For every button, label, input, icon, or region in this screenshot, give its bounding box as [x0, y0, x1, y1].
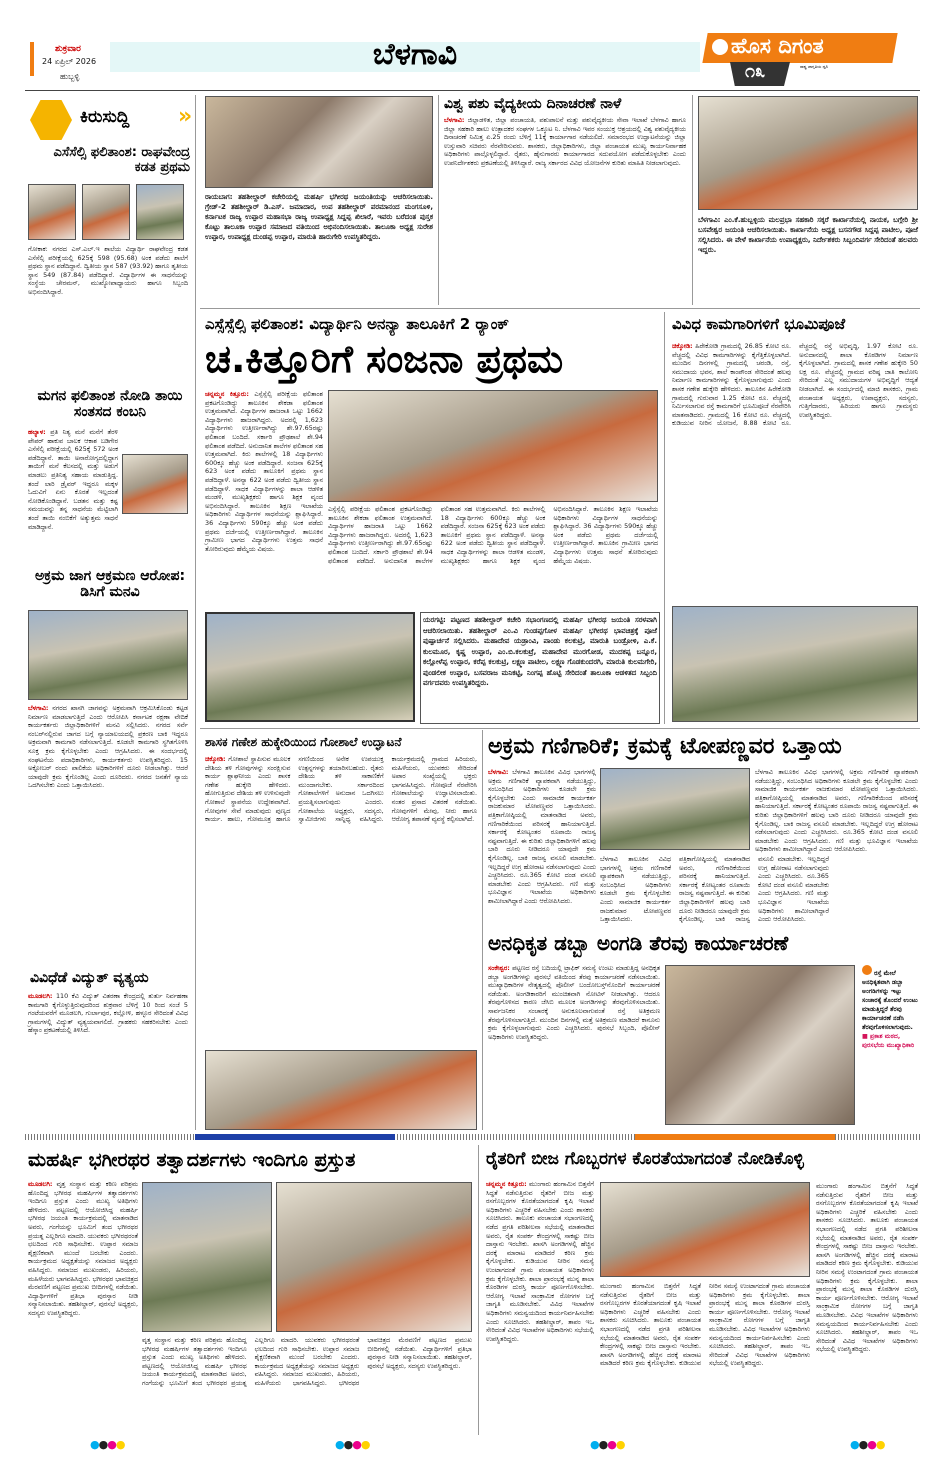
headline: ಎಸೆಸೆಲ್ಸಿ ಫಲಿತಾಂಶ: ರಾಘವೇಂದ್ರ ಕಡತ ಪ್ರಥಮ [53, 145, 190, 175]
headline: ಅಕ್ರಮ ಜಾಗ ಆಕ್ರಮಣ ಆರೋಪ: ಡಿಸಿಗೆ ಮನವಿ [34, 568, 186, 601]
column-divider [482, 730, 483, 1130]
article-body [444, 116, 686, 302]
body-text: ಪ್ರತಿ ನಿತ್ಯ ಮನೆ ಮನೆಗೆ ತೆರಳಿ ಪೇಪರ್ ಹಾಕುವ ಬಾಲಕ ಆಕಾಶ ಬಡಿಗೇರ ಎಸೆಸೆಲ್ಸಿ ಪರೀಕ್ಷೆಯಲ್ಲಿ 625ಕ್ಕೆ 572 ಅಂಕ ಪಡೆದಿದ್ದಾನೆ. ತಾಯಿ ಅನಾರೋಗ್ಯದಲ್ಲಿದ್ದಾಗ ತಾಯಿಗೆ ಮನೆ ಕೆಲಸದಲ್ಲಿ ಮತ್ತು ಅಡುಗೆ ಮಾಡಲು ಪ್ರತಿನಿತ್ಯ ಸಹಾಯ ಮಾಡುತ್ತಿದ್ದ. ತಂದೆ ಲಾರಿ ಡ್ರೈವರ್ ಇದ್ದರೂ ಮಕ್ಕಳ ಓದುವಿಗೆ ಏನು ಕೊರತೆ ಇಲ್ಲದಂತೆ ನೋಡಿಕೊಂಡಿದ್ದಾನೆ. ಬಡತನ ಮತ್ತು ಕಷ್ಟ ಸಮಯವನ್ನು ತನ್ನ ಸಾಧನೆಯ ಮೆಟ್ಟಿಲಾಗಿ ತಂದೆ ತಾಯಿ ನಂಬಿಕೆಗೆ ಅತ್ಯುತ್ತಮ ಸಾಧನೆ ಮಾಡಿದ್ದಾನೆ. [28, 428, 118, 531]
column-divider [478, 1145, 479, 1435]
toppers-photo [328, 390, 658, 502]
article-body-cont: ಎಸ್ಸೆಸ್ಸೆಲ್ಸಿ ಪರೀಕ್ಷೆಯ ಫಲಿತಾಂಶ ಪ್ರಕಟಗೊಂಡಿದ್ದು ತಾಲೂಕಿನ ಶೇಕಡಾ ಫಲಿತಾಂಶ ಉತ್ತಮವಾಗಿದೆ. ವಿದ್ಯಾರ್ಥಿಗಳ ಹಾಜರಾತಿ ಒಟ್ಟು 1662 ವಿದ್ಯಾರ್ಥಿಗಳು ಹಾಜರಾಗಿದ್ದರು. ಅದರಲ್ಲಿ 1,623 ವಿದ್ಯಾರ್ಥಿಗಳು ಉತ್ತೀರ್ಣರಾಗಿದ್ದು ಶೇ.97.65ರಷ್ಟು ಫಲಿತಾಂಶ ಬಂದಿದೆ. ಸರ್ಕಾರಿ ಪ್ರೌಢಶಾಲೆ ಶೇ.94 ಫಲಿತಾಂಶ ಪಡೆದಿದೆ. ಅನುದಾನಿತ ಶಾಲೆಗಳ ಫಲಿತಾಂಶ ಸಹ ಉತ್ತಮವಾಗಿದೆ. ಕಿರು ಶಾಲೆಗಳಲ್ಲಿ 18 ವಿದ್ಯಾರ್ಥಿಗಳು 600ಕ್ಕೂ ಹೆಚ್ಚು ಅಂಕ ಪಡೆದಿದ್ದಾರೆ. ಸಂಜನಾ 625ಕ್ಕೆ 623 ಅಂಕ ಪಡೆದು ತಾಲೂಕಿಗೆ ಪ್ರಥಮ ಸ್ಥಾನ ಪಡೆದಿದ್ದಾಳೆ. ಅನನ್ಯಾ 622 ಅಂಕ ಪಡೆದು ದ್ವಿತೀಯ ಸ್ಥಾನ ಪಡೆದಿದ್ದಾಳೆ. ಸಾಧಕ ವಿದ್ಯಾರ್ಥಿಗಳನ್ನು ಶಾಲಾ ಆಡಳಿತ ಮಂಡಳಿ, ಮುಖ್ಯಶಿಕ್ಷಕರು ಹಾಗೂ ಶಿಕ್ಷಕ ವೃಂದ ಅಭಿನಂದಿಸಿದ್ದಾರೆ. ತಾಲೂಕಿನ ಶಿಕ್ಷಣ ಇಲಾಖೆಯ ಅಧಿಕಾರಿಗಳು ವಿದ್ಯಾರ್ಥಿಗಳ ಸಾಧನೆಯನ್ನು ಶ್ಲಾಘಿಸಿದ್ದಾರೆ. 36 ವಿದ್ಯಾರ್ಥಿಗಳು 590ಕ್ಕೂ ಹೆಚ್ಚು ಅಂಕ ಪಡೆದು ಪ್ರಥಮ ದರ್ಜೆಯಲ್ಲಿ ಉತ್ತೀರ್ಣರಾಗಿದ್ದಾರೆ. ತಾಲೂಕಿನ ಗ್ರಾಮೀಣ ಭಾಗದ ವಿದ್ಯಾರ್ಥಿಗಳು ಉತ್ತಮ ಸಾಧನೆ ತೋರಿರುವುದು ಹೆಮ್ಮೆಯ ವಿಷಯ. [328, 505, 658, 565]
header-accent-bar [30, 42, 34, 76]
header-day: ಶುಕ್ರವಾರ [55, 44, 81, 54]
dateline: ಬೆಳಗಾವಿ: [444, 116, 465, 124]
body-text: ಗೋಶಾಲೆ ಸ್ಥಾಪಿಸುವ ಮೂಲಕ ದೇಶಿಯ ತಳಿ ಗೋವುಗಳನ್ನು ಸಂರಕ್ಷಿಸುವ ಕಾರ್ಯ ಶ್ಲಾಘನೀಯ ಎಂದು ಶಾಸಕ ಗಣೇಶ ಹುಕ್ಕೇರಿ ಹೇಳಿದರು. ಹೋಗುತ್ತಿರುವ ದೇಶಿಯ ತಳಿ ಉಳಿಸುವುದೇ ಗೋಶಾಲೆ ಸ್ಥಾಪನೆಯ ಉದ್ದೇಶವಾಗಿದೆ. ಗೋವುಗಳ ಸೇವೆ ಮಾಡುವುದು ಪುಣ್ಯದ ಕಾರ್ಯ. ಹಾಲು, ಗೋಮೂತ್ರ ಹಾಗೂ ಸಗಣಿಯಿಂದ ಅನೇಕ ಉಪಯುಕ್ತ ಉತ್ಪನ್ನಗಳನ್ನು ತಯಾರಿಸಬಹುದು. ರೈತರು ದೇಶಿಯ ತಳಿ ಸಾಕಾಣಿಕೆಗೆ ಮುಂದಾಗಬೇಕು. ಸರ್ಕಾರದಿಂದ ಗೋಶಾಲೆಗಳಿಗೆ ಅನುದಾನ ಒದಗಿಸಲು ಪ್ರಯತ್ನಿಸಲಾಗುವುದು ಎಂದರು. ಗೋಶಾಲೆಯ ಅಧ್ಯಕ್ಷರು, ಸದಸ್ಯರು, ಸ್ವಾಮೀಜಿಗಳು ಸಾನ್ನಿಧ್ಯ ವಹಿಸಿದ್ದರು. ಕಾರ್ಯಕ್ರಮದಲ್ಲಿ ಗ್ರಾಮದ ಹಿರಿಯರು, ಮಹಿಳೆಯರು, ಯುವಕರು ಸೇರಿದಂತೆ ಅಪಾರ ಸಂಖ್ಯೆಯಲ್ಲಿ ಭಕ್ತರು ಭಾಗವಹಿಸಿದ್ದರು. ಗೋಪೂಜೆ ನೆರವೇರಿಸಿ ಗೋಶಾಲೆಯನ್ನು ಉದ್ಘಾಟಿಸಲಾಯಿತು. ನಂತರ ಪ್ರಸಾದ ವಿತರಣೆ ನಡೆಯಿತು. ಗೋವುಗಳಿಗೆ ಮೇವು, ನೀರು ಹಾಗೂ ಆರೋಗ್ಯ ತಪಾಸಣೆ ವ್ಯವಸ್ಥೆ ಕಲ್ಪಿಸಲಾಗಿದೆ. [205, 755, 477, 824]
protest-photo [28, 610, 188, 700]
body-text: ಬೆಳಗಾವಿ ತಾಲೂಕಿನ ವಿವಿಧ ಭಾಗಗಳಲ್ಲಿ ಅಕ್ರಮ ಗಣಿಗಾರಿಕೆ ವ್ಯಾಪಕವಾಗಿ ನಡೆಯುತ್ತಿದ್ದು, ಸಂಬಂಧಿಸಿದ ಅಧಿಕಾರಿಗಳು ಕೂಡಲೇ ಕ್ರಮ ಕೈಗೊಳ್ಳಬೇಕು ಎಂದು ಸಾಮಾಜಿಕ ಕಾರ್ಯಕರ್ತ ರಾಜಕುಮಾರ ಟೋಪಣ್ಣವರ ಒತ್ತಾಯಿಸಿದರು. ಪತ್ರಿಕಾಗೋಷ್ಠಿಯಲ್ಲಿ ಮಾತನಾಡಿದ ಅವರು, ಗಣಿಗಾರಿಕೆಯಿಂದ ಪರಿಸರಕ್ಕೆ ಹಾನಿಯಾಗುತ್ತಿದೆ. ಸರ್ಕಾರಕ್ಕೆ ಕೋಟ್ಯಂತರ ರೂಪಾಯಿ ರಾಜಸ್ವ ನಷ್ಟವಾಗುತ್ತಿದೆ. ಈ ಕುರಿತು ಜಿಲ್ಲಾಧಿಕಾರಿಗಳಿಗೆ ಹಲವು ಬಾರಿ ದೂರು ನೀಡಿದರೂ ಯಾವುದೇ ಕ್ರಮ ಕೈಗೊಂಡಿಲ್ಲ. ಬಾಕಿ ರಾಜಸ್ವ ವಸೂಲಿ ಮಾಡಬೇಕು. ಇಲ್ಲದಿದ್ದರೆ ಉಗ್ರ ಹೋರಾಟ ನಡೆಸಲಾಗುವುದು ಎಂದು ಎಚ್ಚರಿಸಿದರು. ರೂ.365 ಕೋಟಿ ದಂಡ ವಸೂಲಿ ಮಾಡಬೇಕು ಎಂದು ಆಗ್ರಹಿಸಿದರು. ಗಣಿ ಮತ್ತು ಭೂವಿಜ್ಞಾನ ಇಲಾಖೆಯ ಅಧಿಕಾರಿಗಳು ಶಾಮೀಲಾಗಿದ್ದಾರೆ ಎಂದು ಆರೋಪಿಸಿದರು. [488, 768, 596, 905]
goshale-photo [205, 1050, 477, 1130]
article-body-cont: ಬೆಳಗಾವಿ ತಾಲೂಕಿನ ವಿವಿಧ ಭಾಗಗಳಲ್ಲಿ ಅಕ್ರಮ ಗಣಿಗಾರಿಕೆ ವ್ಯಾಪಕವಾಗಿ ನಡೆಯುತ್ತಿದ್ದು, ಸಂಬಂಧಿಸಿದ ಅಧಿಕಾರಿಗಳು ಕೂಡಲೇ ಕ್ರಮ ಕೈಗೊಳ್ಳಬೇಕು ಎಂದು ಸಾಮಾಜಿಕ ಕಾರ್ಯಕರ್ತ ರಾಜಕುಮಾರ ಟೋಪಣ್ಣವರ ಒತ್ತಾಯಿಸಿದರು. ಪತ್ರಿಕಾಗೋಷ್ಠಿಯಲ್ಲಿ ಮಾತನಾಡಿದ ಅವರು, ಗಣಿಗಾರಿಕೆಯಿಂದ ಪರಿಸರಕ್ಕೆ ಹಾನಿಯಾಗುತ್ತಿದೆ. ಸರ್ಕಾರಕ್ಕೆ ಕೋಟ್ಯಂತರ ರೂಪಾಯಿ ರಾಜಸ್ವ ನಷ್ಟವಾಗುತ್ತಿದೆ. ಈ ಕುರಿತು ಜಿಲ್ಲಾಧಿಕಾರಿಗಳಿಗೆ ಹಲವು ಬಾರಿ ದೂರು ನೀಡಿದರೂ ಯಾವುದೇ ಕ್ರಮ ಕೈಗೊಂಡಿಲ್ಲ. ಬಾಕಿ ರಾಜಸ್ವ ವಸೂಲಿ ಮಾಡಬೇಕು. ಇಲ್ಲದಿದ್ದರೆ ಉಗ್ರ ಹೋರಾಟ ನಡೆಸಲಾಗುವುದು ಎಂದು ಎಚ್ಚರಿಸಿದರು. ರೂ.365 ಕೋಟಿ ದಂಡ ವಸೂಲಿ ಮಾಡಬೇಕು ಎಂದು ಆಗ್ರಹಿಸಿದರು. ಗಣಿ ಮತ್ತು ಭೂವಿಜ್ಞಾನ ಇಲಾಖೆಯ ಅಧಿಕಾರಿಗಳು ಶಾಮೀಲಾಗಿದ್ದಾರೆ ಎಂದು ಆರೋಪಿಸಿದರು. [600, 855, 829, 924]
article-body [486, 1180, 594, 1430]
quote-icon [862, 965, 872, 975]
body-text: ಮುಂಗಾರು ಹಂಗಾಮಿನ ಬಿತ್ತನೆಗೆ ಸಿದ್ಧತೆ ನಡೆಸುತ್ತಿರುವ ರೈತರಿಗೆ ಬೀಜ ಮತ್ತು ರಸಗೊಬ್ಬರಗಳ ಕೊರತೆಯಾಗದಂತೆ ಕೃಷಿ ಇಲಾಖೆ ಅಧಿಕಾರಿಗಳು ಎಚ್ಚರಿಕೆ ವಹಿಸಬೇಕು ಎಂದು ಶಾಸಕರು ಸೂಚಿಸಿದರು. ತಾಲೂಕು ಪಂಚಾಯತ ಸಭಾಂಗಣದಲ್ಲಿ ನಡೆದ ಪ್ರಗತಿ ಪರಿಶೀಲನಾ ಸಭೆಯಲ್ಲಿ ಮಾತನಾಡಿದ ಅವರು, ರೈತ ಸಂಪರ್ಕ ಕೇಂದ್ರಗಳಲ್ಲಿ ಸಾಕಷ್ಟು ಬೀಜ ದಾಸ್ತಾನು ಇರಬೇಕು. ಖಾಸಗಿ ಅಂಗಡಿಗಳಲ್ಲಿ ಹೆಚ್ಚಿನ ದರಕ್ಕೆ ಮಾರಾಟ ಮಾಡಿದರೆ ಕಠಿಣ ಕ್ರಮ ಕೈಗೊಳ್ಳಬೇಕು. ಕುಡಿಯುವ ನೀರಿನ ಸಮಸ್ಯೆ ಉಂಟಾಗದಂತೆ ಗ್ರಾಮ ಪಂಚಾಯತ ಅಧಿಕಾರಿಗಳು ಕ್ರಮ ಕೈಗೊಳ್ಳಬೇಕು. ಶಾಲಾ ಪ್ರಾರಂಭಕ್ಕೆ ಮುನ್ನ ಶಾಲಾ ಕೊಠಡಿಗಳ ದುರಸ್ತಿ ಕಾರ್ಯ ಪೂರ್ಣಗೊಳಿಸಬೇಕು. ಆರೋಗ್ಯ ಇಲಾಖೆ ಸಾಂಕ್ರಾಮಿಕ ರೋಗಗಳ ಬಗ್ಗೆ ಜಾಗೃತಿ ಮೂಡಿಸಬೇಕು. ವಿವಿಧ ಇಲಾಖೆಗಳ ಅಧಿಕಾರಿಗಳು ಸಮನ್ವಯದಿಂದ ಕಾರ್ಯನಿರ್ವಹಿಸಬೇಕು ಎಂದು ಸೂಚಿಸಿದರು. ತಹಶೀಲ್ದಾರ್, ತಾಪಂ ಇಒ ಸೇರಿದಂತೆ ವಿವಿಧ ಇಲಾಖೆಗಳ ಅಧಿಕಾರಿಗಳು ಸಭೆಯಲ್ಲಿ ಉಪಸ್ಥಿತರಿದ್ದರು. [486, 1180, 594, 1343]
shop-clearance-photo [665, 965, 855, 1125]
dateline: ಚನ್ನಮ್ಮನ ಕಿತ್ತೂರು: [486, 1180, 527, 1188]
article-body [205, 390, 323, 602]
dateline: ಚಿಕ್ಕೋಡಿ: [205, 755, 226, 763]
column-divider [195, 95, 196, 1130]
headline: ವಿಶ್ವ ಪಶು ವೈದ್ಯಕೀಯ ದಿನಾಚರಣೆ ನಾಳೆ [444, 96, 622, 112]
headline: ರೈತರಿಗೆ ಬೀಜ ಗೊಬ್ಬರಗಳ ಕೊರತೆಯಾಗದಂತೆ ನೋಡಿಕೊಳ್ಳಿ [486, 1149, 804, 1169]
body-text: 110 ಕೆವಿ ವಿದ್ಯುತ್ ವಿತರಣಾ ಕೇಂದ್ರದಲ್ಲಿ ತುರ್ತು ನಿರ್ವಹಣಾ ಕಾಮಗಾರಿ ಕೈಗೊಳ್ಳುತ್ತಿರುವುದರಿಂದ ಶುಕ್ರವಾರ ಬೆಳಿಗ್ಗೆ 10 ರಿಂದ ಸಂಜೆ 5 ಗಂಟೆಯವರೆಗೆ ಮೂಡಲಗಿ, ಗುರ್ಲಾಪುರ, ಕಲ್ಲೋಳಿ, ಹಳ್ಳೂರ ಸೇರಿದಂತೆ ವಿವಿಧ ಗ್ರಾಮಗಳಲ್ಲಿ ವಿದ್ಯುತ್ ವ್ಯತ್ಯಯವಾಗಲಿದೆ. ಗ್ರಾಹಕರು ಸಹಕರಿಸಬೇಕು ಎಂದು ಹೆಸ್ಕಾಂ ಪ್ರಕಟಣೆಯಲ್ಲಿ ತಿಳಿಸಿದೆ. [28, 992, 188, 1035]
body-text: ನಗರದ ಖಾಸಗಿ ಜಾಗವನ್ನು ಅಕ್ರಮವಾಗಿ ಆಕ್ರಮಿಸಿಕೊಂಡು ಕಟ್ಟಡ ನಿರ್ಮಾಣ ಮಾಡಲಾಗುತ್ತಿದೆ ಎಂದು ಆರೋಪಿಸಿ ಕರ್ನಾಟಕ ರಕ್ಷಣಾ ವೇದಿಕೆ ಕಾರ್ಯಕರ್ತರು ಜಿಲ್ಲಾಧಿಕಾರಿಗಳಿಗೆ ಮನವಿ ಸಲ್ಲಿಸಿದರು. ನಗರದ ಸರ್ವೆ ನಂಬರ್‌ನಲ್ಲಿರುವ ಜಾಗದ ಬಗ್ಗೆ ನ್ಯಾಯಾಲಯದಲ್ಲಿ ಪ್ರಕರಣ ಬಾಕಿ ಇದ್ದರೂ ಅಕ್ರಮವಾಗಿ ಕಾಮಗಾರಿ ನಡೆಸಲಾಗುತ್ತಿದೆ. ಕೂಡಲೇ ಕಾಮಗಾರಿ ಸ್ಥಗಿತಗೊಳಿಸಿ ಸೂಕ್ತ ಕ್ರಮ ಕೈಗೊಳ್ಳಬೇಕು ಎಂದು ಆಗ್ರಹಿಸಿದರು. ಈ ಸಂದರ್ಭದಲ್ಲಿ ಸಂಘಟನೆಯ ಪದಾಧಿಕಾರಿಗಳು, ಕಾರ್ಯಕರ್ತರು ಉಪಸ್ಥಿತರಿದ್ದರು. 15 ಅಕ್ಟೋಬರ್ ರಂದು ಪಾಲಿಕೆಯ ಅಧಿಕಾರಿಗಳಿಗೆ ದೂರು ನೀಡಲಾಗಿತ್ತು. ಆದರೆ ಯಾವುದೇ ಕ್ರಮ ಕೈಗೊಂಡಿಲ್ಲ ಎಂದು ದೂರಿದರು. ನಗರದ ಜನತೆಗೆ ನ್ಯಾಯ ಒದಗಿಸಬೇಕು ಎಂದು ಒತ್ತಾಯಿಸಿದರು. [28, 704, 188, 790]
divider-blue-segment [195, 1134, 395, 1140]
photo-caption: ಬೆಳಗಾವಿ: ಎಂ.ಕೆ.ಹುಬ್ಬಳ್ಳಿಯ ಮಲಪ್ರಭಾ ಸಹಕಾರಿ ಸಕ್ಕರೆ ಕಾರ್ಖಾನೆಯಲ್ಲಿ ನಾಯಕ, ಬಗ್ಗೇರಿ ಶ್ರೀ ಬಸವೇಶ್ವರ ಜಯಂತಿ ಆಚರಿಸಲಾಯಿತು. ಕಾರ್ಖಾನೆಯ ಅಧ್ಯಕ್ಷ ಬಸನಗೌಡ ಸಿದ್ದಪ್ಪ ಪಾಟೀಲ, ಪೂಜೆ ಸಲ್ಲಿಸಿದರು. ಈ ವೇಳೆ ಕಾರ್ಖಾನೆಯ ಉಪಾಧ್ಯಕ್ಷರು, ನಿರ್ದೇಶಕರು ಸಿಬ್ಬಂದಿವರ್ಗ ಸೇರಿದಂತೆ ಹಲವರು ಇದ್ದರು. [698, 216, 918, 254]
body-text: ಎಸ್ಸೆಸ್ಸೆಲ್ಸಿ ಪರೀಕ್ಷೆಯ ಫಲಿತಾಂಶ ಪ್ರಕಟಗೊಂಡಿದ್ದು ತಾಲೂಕಿನ ಶೇಕಡಾ ಫಲಿತಾಂಶ ಉತ್ತಮವಾಗಿದೆ. ವಿದ್ಯಾರ್ಥಿಗಳ ಹಾಜರಾತಿ ಒಟ್ಟು 1662 ವಿದ್ಯಾರ್ಥಿಗಳು ಹಾಜರಾಗಿದ್ದರು. ಅದರಲ್ಲಿ 1,623 ವಿದ್ಯಾರ್ಥಿಗಳು ಉತ್ತೀರ್ಣರಾಗಿದ್ದು ಶೇ.97.65ರಷ್ಟು ಫಲಿತಾಂಶ ಬಂದಿದೆ. ಸರ್ಕಾರಿ ಪ್ರೌಢಶಾಲೆ ಶೇ.94 ಫಲಿತಾಂಶ ಪಡೆದಿದೆ. ಅನುದಾನಿತ ಶಾಲೆಗಳ ಫಲಿತಾಂಶ ಸಹ ಉತ್ತಮವಾಗಿದೆ. ಕಿರು ಶಾಲೆಗಳಲ್ಲಿ 18 ವಿದ್ಯಾರ್ಥಿಗಳು 600ಕ್ಕೂ ಹೆಚ್ಚು ಅಂಕ ಪಡೆದಿದ್ದಾರೆ. ಸಂಜನಾ 625ಕ್ಕೆ 623 ಅಂಕ ಪಡೆದು ತಾಲೂಕಿಗೆ ಪ್ರಥಮ ಸ್ಥಾನ ಪಡೆದಿದ್ದಾಳೆ. ಅನನ್ಯಾ 622 ಅಂಕ ಪಡೆದು ದ್ವಿತೀಯ ಸ್ಥಾನ ಪಡೆದಿದ್ದಾಳೆ. ಸಾಧಕ ವಿದ್ಯಾರ್ಥಿಗಳನ್ನು ಶಾಲಾ ಆಡಳಿತ ಮಂಡಳಿ, ಮುಖ್ಯಶಿಕ್ಷಕರು ಹಾಗೂ ಶಿಕ್ಷಕ ವೃಂದ ಅಭಿನಂದಿಸಿದ್ದಾರೆ. ತಾಲೂಕಿನ ಶಿಕ್ಷಣ ಇಲಾಖೆಯ ಅಧಿಕಾರಿಗಳು ವಿದ್ಯಾರ್ಥಿಗಳ ಸಾಧನೆಯನ್ನು ಶ್ಲಾಘಿಸಿದ್ದಾರೆ. 36 ವಿದ್ಯಾರ್ಥಿಗಳು 590ಕ್ಕೂ ಹೆಚ್ಚು ಅಂಕ ಪಡೆದು ಪ್ರಥಮ ದರ್ಜೆಯಲ್ಲಿ ಉತ್ತೀರ್ಣರಾಗಿದ್ದಾರೆ. ತಾಲೂಕಿನ ಗ್ರಾಮೀಣ ಭಾಗದ ವಿದ್ಯಾರ್ಥಿಗಳು ಉತ್ತಮ ಸಾಧನೆ ತೋರಿರುವುದು ಹೆಮ್ಮೆಯ ವಿಷಯ. [205, 390, 323, 553]
photo-caption: ರಾಯಬಾಗ: ತಹಶೀಲ್ದಾರ್ ಕಚೇರಿಯಲ್ಲಿ ಮಹರ್ಷಿ ಭಗೀರಥ ಜಯಂತಿಯನ್ನು ಆಚರಿಸಲಾಯಿತು. ಗ್ರೇಡ್-2 ತಹಶೀಲ್ದಾರ್ ಡಿ.ಎಸ್. ಜಮಾದಾರ, ಉಪ ತಹಶೀಲ್ದಾರ್ ಪರಮಾನಂದ ಮಂಗಸೂಳಿ, ಕರ್ನಾಟಕ ರಾಜ್ಯ ಉಪ್ಪಾರ ಮಹಾಸಭಾ ರಾಜ್ಯ ಉಪಾಧ್ಯಕ್ಷ ಸಿದ್ದಪ್ಪ ಖಿಲಾರೆ, ಇವರು ಬರೆದಂತ ಪುಸ್ತಕ ಕೊಟ್ಟು ತಾಲೂಕಾ ಉಪ್ಪಾರ ಸಮಾಜದ ವತಿಯಿಂದ ಅಭಿನಂದಿಸಲಾಯಿತು. ತಾಲೂಕಾ ಅಧ್ಯಕ್ಷ ಸುರೇಶ ಉಪ್ಪಾರ, ಉಪಾಧ್ಯಕ್ಷ ದುಂಡಪ್ಪ ಉಪ್ಪಾರ, ಮಾರುತಿ ಹಾರುಗೇರಿ ಉಪಸ್ಥಿತರಿದ್ದರು. [205, 193, 433, 241]
headline: ಅಕ್ರಮ ಗಣಿಗಾರಿಕೆ; ಕ್ರಮಕ್ಕೆ ಟೋಪಣ್ಣವರ ಒತ್ತಾಯ [488, 734, 842, 759]
dateline: ಮೂಡಲಗಿ: [28, 992, 53, 1000]
hand-point-icon [30, 100, 72, 140]
column-divider [664, 312, 665, 724]
dateline: ಬೆಳಗಾವಿ: [488, 768, 509, 776]
groundbreaking-photo [672, 606, 918, 722]
ceremony-photo [698, 96, 918, 210]
headline: ಶಾಸಕ ಗಣೇಶ ಹುಕ್ಕೇರಿಯಿಂದ ಗೋಶಾಲೆ ಉದ್ಘಾಟನೆ [205, 735, 402, 749]
student-photo [82, 184, 130, 240]
body-text: ಜಿಲ್ಲಾಡಳಿತ, ಜಿಲ್ಲಾ ಪಂಚಾಯತಿ, ಪಶುಪಾಲನೆ ಮತ್ತು ಪಶುವೈದ್ಯಕೀಯ ಸೇವಾ ಇಲಾಖೆ ಬೆಳಗಾವಿ ಹಾಗೂ ಜಿಲ್ಲಾ ಸಹಕಾರಿ ಹಾಲು ಉತ್ಪಾದಕರ ಸಂಘಗಳ ಒಕ್ಕೂಟ ನಿ. ಬೆಳಗಾವಿ ಇವರ ಸಂಯುಕ್ತ ಆಶ್ರಯದಲ್ಲಿ ವಿಶ್ವ ಪಶುವೈದ್ಯಕೀಯ ದಿನಾಚರಣೆ ನಿಮಿತ್ತ ಏ.25 ರಂದು ಬೆಳಿಗ್ಗೆ 11ಕ್ಕೆ ಕಾರ್ಯಾಗಾರ ನಡೆಯಲಿದೆ. ಸಮಾರಂಭದ ಉದ್ಘಾಟನೆಯನ್ನು ಜಿಲ್ಲಾ ಉಸ್ತುವಾರಿ ಸಚಿವರು ನೆರವೇರಿಸುವರು. ಶಾಸಕರು, ಜಿಲ್ಲಾಧಿಕಾರಿಗಳು, ಜಿಲ್ಲಾ ಪಂಚಾಯತ ಮುಖ್ಯ ಕಾರ್ಯನಿರ್ವಾಹಕ ಅಧಿಕಾರಿಗಳು ಪಾಲ್ಗೊಳ್ಳಲಿದ್ದಾರೆ. ರೈತರು, ಹೈನುಗಾರರು ಕಾರ್ಯಾಗಾರದ ಸದುಪಯೋಗ ಪಡೆದುಕೊಳ್ಳಬೇಕು ಎಂದು ಉಪನಿರ್ದೇಶಕರು ಪ್ರಕಟಣೆಯಲ್ಲಿ ತಿಳಿಸಿದ್ದಾರೆ. ರಾಜ್ಯ ಸರ್ಕಾರದ ವಿವಿಧ ಯೋಜನೆಗಳ ಕುರಿತು ಮಾಹಿತಿ ನೀಡಲಾಗುವುದು. [444, 116, 686, 167]
section-rule [200, 728, 920, 729]
header-city: ಹುಬ್ಬಳ್ಳಿ [60, 72, 80, 81]
article-body [672, 342, 918, 602]
article-body [28, 992, 188, 1128]
meeting-photo [600, 1182, 810, 1277]
gathering-photo [276, 1182, 472, 1332]
header-rule [25, 90, 920, 91]
photo-caption: ಯರಗಟ್ಟಿ: ಪಟ್ಟಣದ ತಹಶೀಲ್ದಾರ್ ಕಚೇರಿ ಸಭಾಂಗಣದಲ್ಲಿ ಮಹರ್ಷಿ ಭಗೀರಥ ಜಯಂತಿ ಸರಳವಾಗಿ ಆಚರಿಸಲಾಯಿತು. ತಹಶೀಲ್ದಾರ್ ಎಂ.ವಿ ಗುಂಡಪ್ಪಗೋಳ ಮಹರ್ಷಿ ಭಗೀರಥ ಭಾವಚಿತ್ರಕ್ಕೆ ಪೂಜೆ ಪುಷ್ಪಾರ್ಚನೆ ಸಲ್ಲಿಸಿದರು. ಮಹಾದೇವ ಯಡ್ರಾಂವಿ, ಪಾಂಡು ಕಲಕುಟ್ರಿ, ಮಾರುತಿ ಬಂಡ್ರೋಳಿ, ಎ.ಕೆ. ಕುಲಮೂರ, ಕೃಷ್ಣ ಉಪ್ಪಾರ, ಎಂ.ಬಿ.ಕಲಕುಟ್ರೆ, ಮಹಾದೇವ ಮುರಗೋಡ, ಮುದಕಪ್ಪ ಬನ್ನೂರ, ಕಲ್ಲೋಳೆಪ್ಪ ಉಪ್ಪಾರ, ಕರೆಪ್ಪ ಕಲಕುಟ್ರಿ, ಲಕ್ಷ್ಮಣ ಪಾಟೀಲ, ಲಕ್ಷ್ಮಣ ಗೊಡಕುಂದರಗಿ, ಮಾರುತಿ ಕುಲಮಗೇರಿ, ಪುಂಡಲೀಕ ಉಪ್ಪಾರ, ಬಸವರಾಜ ಮನಿಕಟ್ಟಿ, ನಿಂಗಪ್ಪ ಹೊಟ್ಟಿ ಸೇರಿದಂತೆ ತಾಲೂಕಾ ಆಡಳಿತದ ಸಿಬ್ಬಂದಿ ವರ್ಗದವರು ಉಪಸ್ಥಿತರಿದ್ದರು. [420, 612, 660, 724]
dateline: ಚಿಕ್ಕೋಡಿ: [672, 342, 693, 350]
headline: ಮಹರ್ಷಿ ಭಗೀರಥರ ತತ್ವಾದರ್ಶಗಳು ಇಂದಿಗೂ ಪ್ರಸ್ತುತ [28, 1149, 356, 1171]
registration-marks: ●●●● [590, 1438, 625, 1451]
registration-marks: ●●●● [335, 1438, 370, 1451]
yaragatti-photo [205, 612, 415, 722]
body-text: ವೃತ್ತ ಸಂಸ್ಥಾನ ಮತ್ತು ಕಠಿಣ ಪರಿಶ್ರಮ ಹೊಂದಿದ್ದ ಭಗೀರಥ ಮಹರ್ಷಿಗಳ ತತ್ವಾದರ್ಶಗಳು ಇಂದಿಗೂ ಪ್ರಸ್ತುತ ಎಂದು ಮುಖ್ಯ ಅತಿಥಿಗಳು ಹೇಳಿದರು. ಪಟ್ಟಣದಲ್ಲಿ ಆಯೋಜಿಸಿದ್ದ ಮಹರ್ಷಿ ಭಗೀರಥ ಜಯಂತಿ ಕಾರ್ಯಕ್ರಮದಲ್ಲಿ ಮಾತನಾಡಿದ ಅವರು, ಗಂಗೆಯನ್ನು ಭೂಮಿಗೆ ತಂದ ಭಗೀರಥರ ಪ್ರಯತ್ನ ಎಲ್ಲರಿಗೂ ಮಾದರಿ. ಯುವಕರು ಭಗೀರಥರಂತೆ ಛಲದಿಂದ ಗುರಿ ಸಾಧಿಸಬೇಕು. ಉಪ್ಪಾರ ಸಮಾಜ ಶೈಕ್ಷಣಿಕವಾಗಿ ಮುಂದೆ ಬರಬೇಕು ಎಂದರು. ಕಾರ್ಯಕ್ರಮದ ಅಧ್ಯಕ್ಷತೆಯನ್ನು ಸಮಾಜದ ಅಧ್ಯಕ್ಷರು ವಹಿಸಿದ್ದರು. ಸಮಾಜದ ಮುಖಂಡರು, ಹಿರಿಯರು, ಮಹಿಳೆಯರು ಭಾಗವಹಿಸಿದ್ದರು. ಭಗೀರಥರ ಭಾವಚಿತ್ರದ ಮೆರವಣಿಗೆ ಪಟ್ಟಣದ ಪ್ರಮುಖ ಬೀದಿಗಳಲ್ಲಿ ನಡೆಯಿತು. ವಿದ್ಯಾರ್ಥಿಗಳಿಗೆ ಪ್ರತಿಭಾ ಪುರಸ್ಕಾರ ನೀಡಿ ಸನ್ಮಾನಿಸಲಾಯಿತು. ತಹಶೀಲ್ದಾರ್, ಪುರಸಭೆ ಅಧ್ಯಕ್ಷರು, ಸದಸ್ಯರು ಉಪಸ್ಥಿತರಿದ್ದರು. [28, 1180, 138, 1317]
article-body-cont: ಮುಂಗಾರು ಹಂಗಾಮಿನ ಬಿತ್ತನೆಗೆ ಸಿದ್ಧತೆ ನಡೆಸುತ್ತಿರುವ ರೈತರಿಗೆ ಬೀಜ ಮತ್ತು ರಸಗೊಬ್ಬರಗಳ ಕೊರತೆಯಾಗದಂತೆ ಕೃಷಿ ಇಲಾಖೆ ಅಧಿಕಾರಿಗಳು ಎಚ್ಚರಿಕೆ ವಹಿಸಬೇಕು ಎಂದು ಶಾಸಕರು ಸೂಚಿಸಿದರು. ತಾಲೂಕು ಪಂಚಾಯತ ಸಭಾಂಗಣದಲ್ಲಿ ನಡೆದ ಪ್ರಗತಿ ಪರಿಶೀಲನಾ ಸಭೆಯಲ್ಲಿ ಮಾತನಾಡಿದ ಅವರು, ರೈತ ಸಂಪರ್ಕ ಕೇಂದ್ರಗಳಲ್ಲಿ ಸಾಕಷ್ಟು ಬೀಜ ದಾಸ್ತಾನು ಇರಬೇಕು. ಖಾಸಗಿ ಅಂಗಡಿಗಳಲ್ಲಿ ಹೆಚ್ಚಿನ ದರಕ್ಕೆ ಮಾರಾಟ ಮಾಡಿದರೆ ಕಠಿಣ ಕ್ರಮ ಕೈಗೊಳ್ಳಬೇಕು. ಕುಡಿಯುವ ನೀರಿನ ಸಮಸ್ಯೆ ಉಂಟಾಗದಂತೆ ಗ್ರಾಮ ಪಂಚಾಯತ ಅಧಿಕಾರಿಗಳು ಕ್ರಮ ಕೈಗೊಳ್ಳಬೇಕು. ಶಾಲಾ ಪ್ರಾರಂಭಕ್ಕೆ ಮುನ್ನ ಶಾಲಾ ಕೊಠಡಿಗಳ ದುರಸ್ತಿ ಕಾರ್ಯ ಪೂರ್ಣಗೊಳಿಸಬೇಕು. ಆರೋಗ್ಯ ಇಲಾಖೆ ಸಾಂಕ್ರಾಮಿಕ ರೋಗಗಳ ಬಗ್ಗೆ ಜಾಗೃತಿ ಮೂಡಿಸಬೇಕು. ವಿವಿಧ ಇಲಾಖೆಗಳ ಅಧಿಕಾರಿಗಳು ಸಮನ್ವಯದಿಂದ ಕಾರ್ಯನಿರ್ವಹಿಸಬೇಕು ಎಂದು ಸೂಚಿಸಿದರು. ತಹಶೀಲ್ದಾರ್, ತಾಪಂ ಇಒ ಸೇರಿದಂತೆ ವಿವಿಧ ಇಲಾಖೆಗಳ ಅಧಿಕಾರಿಗಳು ಸಭೆಯಲ್ಲಿ ಉಪಸ್ಥಿತರಿದ್ದರು. [816, 1182, 918, 1354]
kicker: ಎಸ್ಸೆಸ್ಸೆಲ್ಸಿ ಫಲಿತಾಂಶ: ವಿದ್ಯಾರ್ಥಿನಿ ಅನನ್ಯಾ ತಾಲೂಕಿಗೆ 2 ರ್‍ಯಾಂಕ್ [205, 315, 509, 333]
press-meet-photo [600, 768, 750, 850]
dateline: ಬೆಳಗಾವಿ: [28, 704, 49, 712]
article-body [205, 755, 477, 1047]
column-divider [438, 95, 439, 305]
paper-tagline: ರಾಷ್ಟ್ರ ಜಾಗೃತಿಯ ಧ್ವನಿ [800, 64, 829, 69]
dateline: ಹಲ್ಯಾಳ: [28, 428, 46, 436]
student-photo [28, 184, 76, 240]
kirusuddi-logo: ಕಿರುಸುದ್ದಿ [80, 107, 130, 127]
article-body-cont: ವೃತ್ತ ಸಂಸ್ಥಾನ ಮತ್ತು ಕಠಿಣ ಪರಿಶ್ರಮ ಹೊಂದಿದ್ದ ಭಗೀರಥ ಮಹರ್ಷಿಗಳ ತತ್ವಾದರ್ಶಗಳು ಇಂದಿಗೂ ಪ್ರಸ್ತುತ ಎಂದು ಮುಖ್ಯ ಅತಿಥಿಗಳು ಹೇಳಿದರು. ಪಟ್ಟಣದಲ್ಲಿ ಆಯೋಜಿಸಿದ್ದ ಮಹರ್ಷಿ ಭಗೀರಥ ಜಯಂತಿ ಕಾರ್ಯಕ್ರಮದಲ್ಲಿ ಮಾತನಾಡಿದ ಅವರು, ಗಂಗೆಯನ್ನು ಭೂಮಿಗೆ ತಂದ ಭಗೀರಥರ ಪ್ರಯತ್ನ ಎಲ್ಲರಿಗೂ ಮಾದರಿ. ಯುವಕರು ಭಗೀರಥರಂತೆ ಛಲದಿಂದ ಗುರಿ ಸಾಧಿಸಬೇಕು. ಉಪ್ಪಾರ ಸಮಾಜ ಶೈಕ್ಷಣಿಕವಾಗಿ ಮುಂದೆ ಬರಬೇಕು ಎಂದರು. ಕಾರ್ಯಕ್ರಮದ ಅಧ್ಯಕ್ಷತೆಯನ್ನು ಸಮಾಜದ ಅಧ್ಯಕ್ಷರು ವಹಿಸಿದ್ದರು. ಸಮಾಜದ ಮುಖಂಡರು, ಹಿರಿಯರು, ಮಹಿಳೆಯರು ಭಾಗವಹಿಸಿದ್ದರು. ಭಗೀರಥರ ಭಾವಚಿತ್ರದ ಮೆರವಣಿಗೆ ಪಟ್ಟಣದ ಪ್ರಮುಖ ಬೀದಿಗಳಲ್ಲಿ ನಡೆಯಿತು. ವಿದ್ಯಾರ್ಥಿಗಳಿಗೆ ಪ್ರತಿಭಾ ಪುರಸ್ಕಾರ ನೀಡಿ ಸನ್ಮಾನಿಸಲಾಯಿತು. ತಹಶೀಲ್ದಾರ್, ಪುರಸಭೆ ಅಧ್ಯಕ್ಷರು, ಸದಸ್ಯರು ಉಪಸ್ಥಿತರಿದ್ದರು. [142, 1336, 472, 1387]
main-headline: ಚ.ಕಿತ್ತೂರಿಗೆ ಸಂಜನಾ ಪ್ರಥಮ [205, 337, 564, 381]
dateline: ಚನ್ನಮ್ಮನ ಕಿತ್ತೂರು: [205, 390, 249, 398]
jayanti-photo [205, 96, 433, 188]
body-text: ಹಿರೇಕೋಡಿ ಗ್ರಾಮದಲ್ಲಿ 26.85 ಕೋಟಿ ರೂ. ವೆಚ್ಚದಲ್ಲಿ ವಿವಿಧ ಕಾಮಗಾರಿಗಳನ್ನು ಕೈಗೆತ್ತಿಕೊಳ್ಳಲಾಗಿದೆ. ಮುಂದಿನ ದಿನಗಳಲ್ಲಿ ಗ್ರಾಮದಲ್ಲಿ ಚರಂಡಿ, ರಸ್ತೆ, ಸಮುದಾಯ ಭವನ, ಶಾಲೆ ಕಾಂಪೌಂಡ ಸೇರಿದಂತೆ ಹಲವು ನಿರ್ಮಾಣ ಕಾಮಗಾರಿಗಳನ್ನು ಕೈಗೊಳ್ಳಲಾಗುವುದು ಎಂದು ಶಾಸಕ ಗಣೇಶ ಹುಕ್ಕೇರಿ ಹೇಳಿದರು. ತಾಲೂಕಿನ ಹಿರೇಕೋಡಿ ಗ್ರಾಮದಲ್ಲಿ ಗುರುವಾರ 1.25 ಕೋಟಿ ರೂ. ವೆಚ್ಚದಲ್ಲಿ ನಿರ್ಮಿಸಲಾಗುವ ರಸ್ತೆ ಕಾಮಗಾರಿಗೆ ಭೂಮಿಪೂಜೆ ನೆರವೇರಿಸಿ ಮಾತನಾಡಿದರು. ಗ್ರಾಮದಲ್ಲಿ 16 ಕೋಟಿ ರೂ. ವೆಚ್ಚದಲ್ಲಿ ಕುಡಿಯುವ ನೀರಿನ ಯೋಜನೆ, 8.88 ಕೋಟಿ ರೂ. ವೆಚ್ಚದಲ್ಲಿ ರಸ್ತೆ ಅಭಿವೃದ್ಧಿ, 1.97 ಕೋಟಿ ರೂ. ಅನುದಾನದಲ್ಲಿ ಶಾಲಾ ಕೊಠಡಿಗಳ ನಿರ್ಮಾಣ ಕೈಗೊಳ್ಳಲಾಗಿದೆ. ಗ್ರಾಮದಲ್ಲಿ ಶಾಸಕ ಗಣೇಶ ಹುಕ್ಕೇರಿ 50 ಲಕ್ಷ ರೂ. ವೆಚ್ಚದಲ್ಲಿ ಗ್ರಾಮದ ವರಿಷ್ಠ ಜಾತಿ ಕಾಲೋನಿ ಸೇರಿದಂತೆ ಎಲ್ಲ ಸಮುದಾಯಗಳ ಅಭಿವೃದ್ಧಿಗೆ ಆದ್ಯತೆ ನೀಡಲಾಗಿದೆ. ಈ ಸಂದರ್ಭದಲ್ಲಿ ಮಾಜಿ ಶಾಸಕರು, ಗ್ರಾಮ ಪಂಚಾಯತ ಅಧ್ಯಕ್ಷರು, ಉಪಾಧ್ಯಕ್ಷರು, ಸದಸ್ಯರು, ಗುತ್ತಿಗೆದಾರರು, ಹಿರಿಯರು ಹಾಗೂ ಗ್ರಾಮಸ್ಥರು ಉಪಸ್ಥಿತರಿದ್ದರು. [672, 342, 918, 428]
article-body [488, 768, 596, 928]
body-text: ಪಟ್ಟಣದ ರಸ್ತೆ ಬದಿಯಲ್ಲಿ ಟ್ರಾಫಿಕ್ ಸಮಸ್ಯೆ ಉಂಟು ಮಾಡುತ್ತಿದ್ದ ಅನಧಿಕೃತ ಡಬ್ಬಾ ಅಂಗಡಿಗಳನ್ನು ಪುರಸಭೆ ವತಿಯಿಂದ ತೆರವು ಕಾರ್ಯಾಚರಣೆ ನಡೆಸಲಾಯಿತು. ಮುಖ್ಯಾಧಿಕಾರಿಗಳ ನೇತೃತ್ವದಲ್ಲಿ ಪೊಲೀಸ್ ಬಂದೋಬಸ್ತ್‌ನೊಂದಿಗೆ ಕಾರ್ಯಾಚರಣೆ ನಡೆಯಿತು. ಅಂಗಡಿಕಾರರಿಗೆ ಮುಂಚಿತವಾಗಿ ನೋಟಿಸ್ ನೀಡಲಾಗಿತ್ತು. ಆದರೂ ತೆರವುಗೊಳಿಸದ ಕಾರಣ ಜೆಸಿಬಿ ಮೂಲಕ ಅಂಗಡಿಗಳನ್ನು ತೆರವುಗೊಳಿಸಲಾಯಿತು. ಸಾರ್ವಜನಿಕರ ಸಂಚಾರಕ್ಕೆ ಅನುಕೂಲವಾಗುವಂತೆ ರಸ್ತೆ ಅತಿಕ್ರಮಣ ತೆರವುಗೊಳಿಸಲಾಗುತ್ತಿದೆ. ಮುಂದಿನ ದಿನಗಳಲ್ಲಿ ಮತ್ತೆ ಅತಿಕ್ರಮಣ ಮಾಡಿದರೆ ಕಾನೂನು ಕ್ರಮ ಕೈಗೊಳ್ಳಲಾಗುವುದು ಎಂದು ಎಚ್ಚರಿಸಿದರು. ಪುರಸಭೆ ಸಿಬ್ಬಂದಿ, ಪೊಲೀಸ್ ಅಧಿಕಾರಿಗಳು ಉಪಸ್ಥಿತರಿದ್ದರು. [488, 964, 660, 1041]
dateline: ಸಂಕೇಶ್ವರ: [488, 964, 510, 972]
header-date: 24 ಏಪ್ರಿಲ್ 2026 [42, 57, 97, 66]
article-body: ಗೋಕಾಕ: ನಗರದ ಎಸ್.ಎಲ್.ಇ ಶಾಲೆಯ ವಿದ್ಯಾರ್ಥಿ ರಾಘವೇಂದ್ರ ಕಡತ ಎಸೆಸೆಲ್ಸಿ ಪರೀಕ್ಷೆಯಲ್ಲಿ 625ಕ್ಕೆ 598 (95.68) ಅಂಕ ಪಡೆದು ಶಾಲೆಗೆ ಪ್ರಥಮ ಸ್ಥಾನ ಪಡೆದಿದ್ದಾನೆ. ದ್ವಿತೀಯ ಸ್ಥಾನ 587 (93.92) ಹಾಗೂ ತೃತೀಯ ಸ್ಥಾನ 549 (87.84) ಪಡೆದಿದ್ದಾರೆ. ವಿದ್ಯಾರ್ಥಿಗಳ ಈ ಸಾಧನೆಯನ್ನು ಸಂಸ್ಥೆಯ ಚೇರಮನ್, ಮುಖ್ಯೋಪಾಧ್ಯಾಯರು ಹಾಗೂ ಸಿಬ್ಬಂದಿ ಅಭಿನಂದಿಸಿದ್ದಾರೆ. [28, 245, 188, 296]
article-body [28, 428, 188, 563]
quote-attribution: ■ ಪ್ರಕಾಶ ಮಠದ, ಪುರಸಭೆಯ ಮುಖ್ಯಾಧಿಕಾರಿ [862, 1033, 915, 1049]
headline: ಅನಧಿಕೃತ ಡಬ್ಬಾ ಅಂಗಡಿ ತೆರವು ಕಾರ್ಯಾಚರಣೆ [488, 931, 789, 955]
chevrons-icon: » [178, 104, 193, 129]
logo-emblem-icon [712, 39, 728, 55]
divider-orange-segment [635, 1134, 835, 1140]
registration-marks: ●●●● [90, 1438, 125, 1451]
page-number: ೧೩ [745, 61, 766, 82]
dateline: ಮೂಡಲಗಿ: [28, 1180, 53, 1188]
student-photo [122, 454, 188, 514]
statue-photo [142, 1182, 272, 1332]
article-body [28, 704, 188, 966]
paper-logo [712, 34, 824, 58]
headline: ಮಗನ ಫಲಿತಾಂಶ ನೋಡಿ ತಾಯಿ ಸಂತಸದ ಕಂಬನಿ [37, 388, 183, 421]
registration-marks: ●●●● [850, 1438, 885, 1451]
column-divider [692, 95, 693, 305]
headline: ವಿವಿಧ ಕಾಮಗಾರಿಗಳಿಗೆ ಭೂಮಿಪೂಜೆ [672, 315, 846, 333]
article-body [488, 964, 660, 1130]
edition-title: ಬೆಳಗಾವಿ [372, 37, 458, 72]
headline: ವಿವಿಧೆಡೆ ವಿದ್ಯುತ್ ವ್ಯತ್ಯಯ [30, 970, 149, 986]
section-rule [200, 308, 920, 309]
quote-text: ರಸ್ತೆ ಮೇಲೆ ಅನಧಿಕೃತವಾಗಿ ಡಬ್ಬಾ ಅಂಗಡಿಗಳನ್ನು ಇಟ್ಟು ಸಂಚಾರಕ್ಕೆ ತೊಂದರೆ ಉಂಟು ಮಾಡುತ್ತಿದ್ದರೆ ತೆರವು ಕಾರ್ಯಾಚರಣೆ ನಡೆಸಿ ತೆರವುಗೊಳಿಸಲಾಗುವುದು. [862, 970, 918, 1031]
article-body [28, 1180, 138, 1430]
article-body-cont: ಬೆಳಗಾವಿ ತಾಲೂಕಿನ ವಿವಿಧ ಭಾಗಗಳಲ್ಲಿ ಅಕ್ರಮ ಗಣಿಗಾರಿಕೆ ವ್ಯಾಪಕವಾಗಿ ನಡೆಯುತ್ತಿದ್ದು, ಸಂಬಂಧಿಸಿದ ಅಧಿಕಾರಿಗಳು ಕೂಡಲೇ ಕ್ರಮ ಕೈಗೊಳ್ಳಬೇಕು ಎಂದು ಸಾಮಾಜಿಕ ಕಾರ್ಯಕರ್ತ ರಾಜಕುಮಾರ ಟೋಪಣ್ಣವರ ಒತ್ತಾಯಿಸಿದರು. ಪತ್ರಿಕಾಗೋಷ್ಠಿಯಲ್ಲಿ ಮಾತನಾಡಿದ ಅವರು, ಗಣಿಗಾರಿಕೆಯಿಂದ ಪರಿಸರಕ್ಕೆ ಹಾನಿಯಾಗುತ್ತಿದೆ. ಸರ್ಕಾರಕ್ಕೆ ಕೋಟ್ಯಂತರ ರೂಪಾಯಿ ರಾಜಸ್ವ ನಷ್ಟವಾಗುತ್ತಿದೆ. ಈ ಕುರಿತು ಜಿಲ್ಲಾಧಿಕಾರಿಗಳಿಗೆ ಹಲವು ಬಾರಿ ದೂರು ನೀಡಿದರೂ ಯಾವುದೇ ಕ್ರಮ ಕೈಗೊಂಡಿಲ್ಲ. ಬಾಕಿ ರಾಜಸ್ವ ವಸೂಲಿ ಮಾಡಬೇಕು. ಇಲ್ಲದಿದ್ದರೆ ಉಗ್ರ ಹೋರಾಟ ನಡೆಸಲಾಗುವುದು ಎಂದು ಎಚ್ಚರಿಸಿದರು. ರೂ.365 ಕೋಟಿ ದಂಡ ವಸೂಲಿ ಮಾಡಬೇಕು ಎಂದು ಆಗ್ರಹಿಸಿದರು. ಗಣಿ ಮತ್ತು ಭೂವಿಜ್ಞಾನ ಇಲಾಖೆಯ ಅಧಿಕಾರಿಗಳು ಶಾಮೀಲಾಗಿದ್ದಾರೆ ಎಂದು ಆರೋಪಿಸಿದರು. [755, 768, 918, 854]
quote-box [862, 965, 918, 1125]
article-body-cont: ಮುಂಗಾರು ಹಂಗಾಮಿನ ಬಿತ್ತನೆಗೆ ಸಿದ್ಧತೆ ನಡೆಸುತ್ತಿರುವ ರೈತರಿಗೆ ಬೀಜ ಮತ್ತು ರಸಗೊಬ್ಬರಗಳ ಕೊರತೆಯಾಗದಂತೆ ಕೃಷಿ ಇಲಾಖೆ ಅಧಿಕಾರಿಗಳು ಎಚ್ಚರಿಕೆ ವಹಿಸಬೇಕು ಎಂದು ಶಾಸಕರು ಸೂಚಿಸಿದರು. ತಾಲೂಕು ಪಂಚಾಯತ ಸಭಾಂಗಣದಲ್ಲಿ ನಡೆದ ಪ್ರಗತಿ ಪರಿಶೀಲನಾ ಸಭೆಯಲ್ಲಿ ಮಾತನಾಡಿದ ಅವರು, ರೈತ ಸಂಪರ್ಕ ಕೇಂದ್ರಗಳಲ್ಲಿ ಸಾಕಷ್ಟು ಬೀಜ ದಾಸ್ತಾನು ಇರಬೇಕು. ಖಾಸಗಿ ಅಂಗಡಿಗಳಲ್ಲಿ ಹೆಚ್ಚಿನ ದರಕ್ಕೆ ಮಾರಾಟ ಮಾಡಿದರೆ ಕಠಿಣ ಕ್ರಮ ಕೈಗೊಳ್ಳಬೇಕು. ಕುಡಿಯುವ ನೀರಿನ ಸಮಸ್ಯೆ ಉಂಟಾಗದಂತೆ ಗ್ರಾಮ ಪಂಚಾಯತ ಅಧಿಕಾರಿಗಳು ಕ್ರಮ ಕೈಗೊಳ್ಳಬೇಕು. ಶಾಲಾ ಪ್ರಾರಂಭಕ್ಕೆ ಮುನ್ನ ಶಾಲಾ ಕೊಠಡಿಗಳ ದುರಸ್ತಿ ಕಾರ್ಯ ಪೂರ್ಣಗೊಳಿಸಬೇಕು. ಆರೋಗ್ಯ ಇಲಾಖೆ ಸಾಂಕ್ರಾಮಿಕ ರೋಗಗಳ ಬಗ್ಗೆ ಜಾಗೃತಿ ಮೂಡಿಸಬೇಕು. ವಿವಿಧ ಇಲಾಖೆಗಳ ಅಧಿಕಾರಿಗಳು ಸಮನ್ವಯದಿಂದ ಕಾರ್ಯನಿರ್ವಹಿಸಬೇಕು ಎಂದು ಸೂಚಿಸಿದರು. ತಹಶೀಲ್ದಾರ್, ತಾಪಂ ಇಒ ಸೇರಿದಂತೆ ವಿವಿಧ ಇಲಾಖೆಗಳ ಅಧಿಕಾರಿಗಳು ಸಭೆಯಲ್ಲಿ ಉಪಸ್ಥಿತರಿದ್ದರು. [600, 1282, 810, 1368]
paper-name: ಹೊಸ ದಿಗಂತ [731, 34, 824, 58]
student-photo [136, 184, 184, 240]
